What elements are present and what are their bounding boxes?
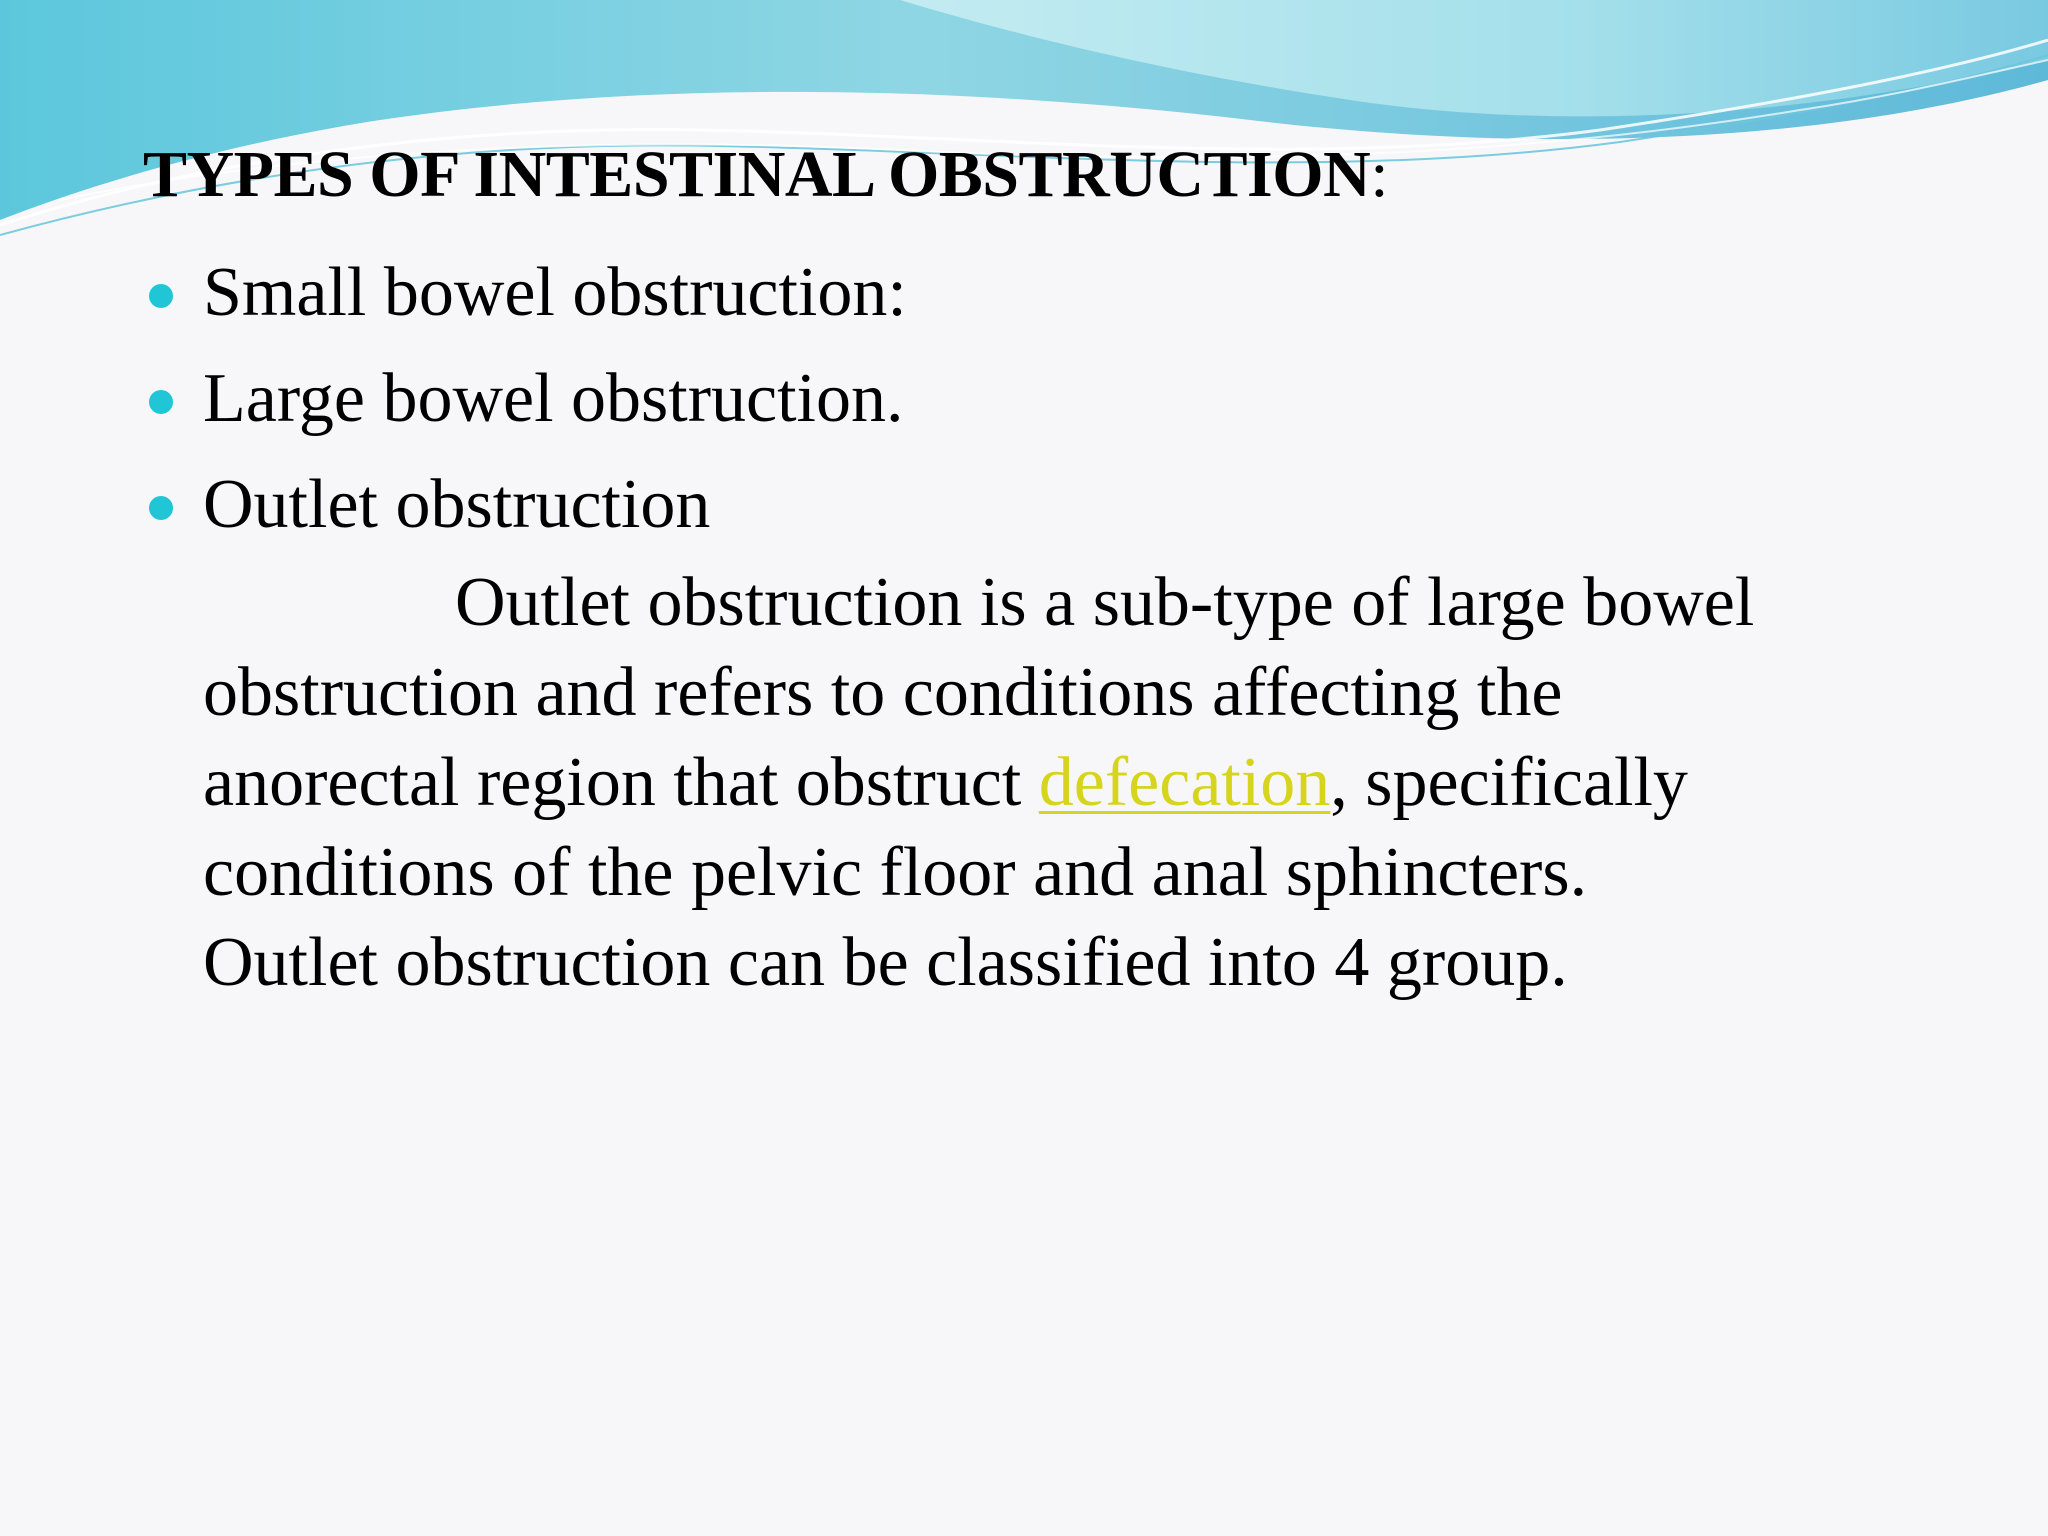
paragraph-text: anorectal region that obstruct (203, 744, 1039, 821)
bullet-dot-icon (149, 390, 173, 414)
defecation-link[interactable]: defecation (1038, 744, 1331, 821)
heading-colon: : (1370, 138, 1389, 211)
bullet-list (143, 240, 907, 558)
bullet-item-outlet (143, 452, 907, 558)
paragraph-line: Outlet obstruction can be classified into 4 group. (203, 924, 1568, 1001)
paragraph-line-with-link (203, 738, 1963, 828)
header-wave-decoration (0, 0, 2048, 260)
bullet-text: Large bowel obstruction. (203, 360, 904, 437)
bullet-dot-icon (149, 496, 173, 520)
bullet-dot-icon (149, 284, 173, 308)
paragraph-text: , specifically (1330, 744, 1688, 821)
paragraph-line: conditions of the pelvic floor and anal sphincters. (203, 834, 1588, 911)
bullet-item-large-bowel (143, 346, 907, 452)
bullet-text: Outlet obstruction (203, 466, 711, 543)
paragraph-line: Outlet obstruction is a sub-type of large bowel (455, 564, 1755, 641)
bullet-item-small-bowel (143, 240, 907, 346)
paragraph-line: obstruction and refers to conditions affecting the (203, 654, 1563, 731)
outlet-description-paragraph (203, 558, 1963, 1008)
heading-text: TYPES OF INTESTINAL OBSTRUCTION (143, 138, 1371, 211)
bullet-text: Small bowel obstruction: (203, 254, 907, 331)
slide-heading (143, 134, 1388, 216)
